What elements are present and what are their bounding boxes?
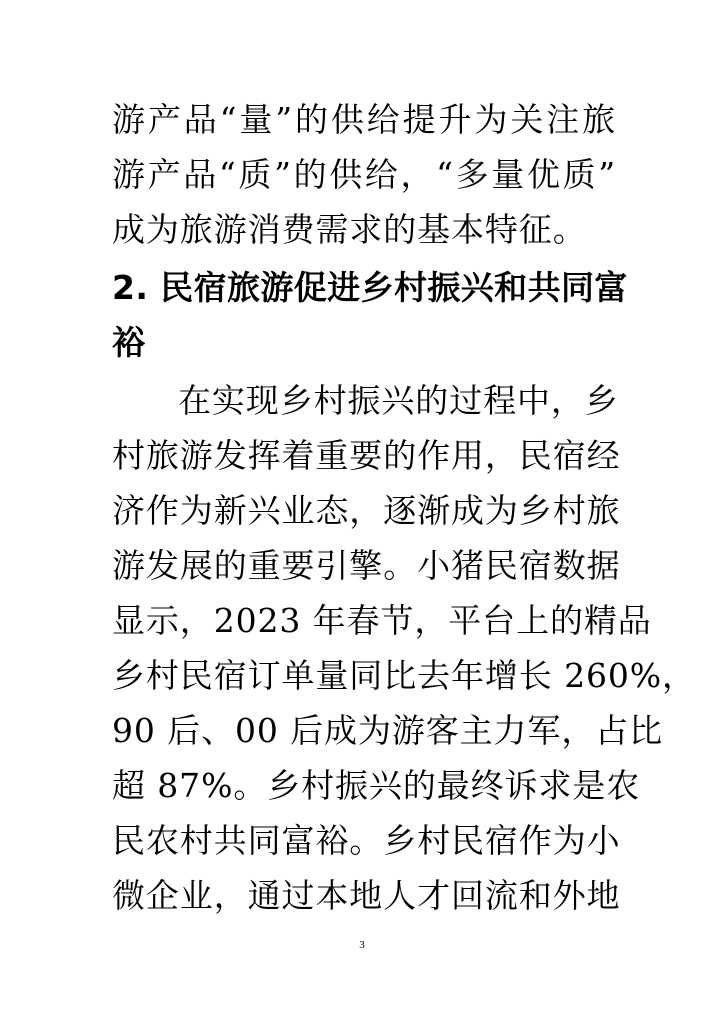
paragraph-first-line: 在实现乡村振兴的过程中，乡 bbox=[178, 381, 619, 420]
text-line: 超 87%。乡村振兴的最终诉求是农 bbox=[112, 766, 641, 805]
text-line: 成为旅游消费需求的基本特征。 bbox=[112, 210, 587, 249]
text-line: 游产品“量”的供给提升为关注旅 bbox=[112, 100, 616, 139]
text-line: 90 后、00 后成为游客主力军，占比 bbox=[112, 711, 664, 750]
text-line: 显示，2023 年春节，平台上的精品 bbox=[112, 601, 652, 640]
text-line: 乡村民宿订单量同比去年增长 260%， bbox=[112, 656, 696, 695]
text-line: 民农村共同富裕。乡村民宿作为小 bbox=[112, 821, 621, 860]
section-heading: 2. 民宿旅游促进乡村振兴和共同富 bbox=[112, 268, 628, 307]
text-line: 微企业，通过本地人才回流和外地 bbox=[112, 876, 621, 915]
section-heading-continued: 裕 bbox=[112, 323, 146, 362]
text-line: 济作为新兴业态，逐渐成为乡村旅 bbox=[112, 491, 621, 530]
text-line: 游发展的重要引擎。小猪民宿数据 bbox=[112, 546, 621, 585]
page-number: 3 bbox=[359, 939, 365, 951]
text-line: 游产品“质”的供给，“多量优质” bbox=[112, 155, 616, 194]
text-line: 村旅游发挥着重要的作用，民宿经 bbox=[112, 436, 621, 475]
